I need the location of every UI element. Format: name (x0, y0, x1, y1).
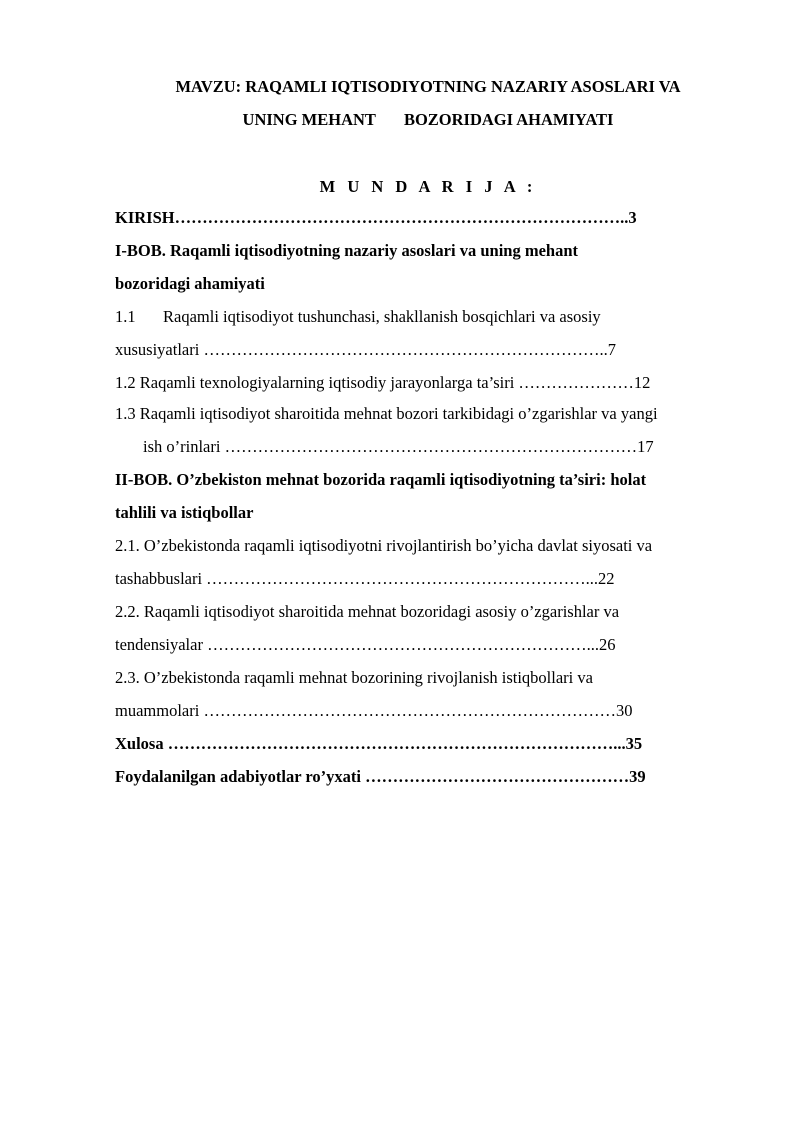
toc-entry-1-1 (115, 307, 601, 327)
toc-entry-2-2: 2.2. Raqamli iqtisodiyot sharoitida mehnat bozoridagi asosiy o’zgarishlar va (115, 602, 620, 621)
toc-chapter-1-title-cont: bozoridagi ahamiyati (115, 274, 265, 293)
toc-entry-1-3-cont: ish o’rinlari …………………………………………………………………17 (143, 437, 654, 456)
toc-chapter-2-title-cont: tahlili va istiqbollar (115, 503, 254, 522)
toc-chapter-1-title: I-BOB. Raqamli iqtisodiyotning nazariy asoslari va uning mehant (115, 241, 578, 260)
toc-entry-2-2-cont: tendensiyalar ……………………………………………………………...26 (115, 635, 616, 654)
topic-title-line-2b: BOZORIDAGI AHAMIYATI (403, 110, 614, 129)
toc-entry-2-1-cont: tashabbuslari ……………………………………………………………...22 (115, 569, 615, 588)
toc-entry-2-3: 2.3. O’zbekistonda raqamli mehnat bozorining rivojlanish istiqbollari va (115, 668, 593, 687)
toc-entry-2-1: 2.1. O’zbekistonda raqamli iqtisodiyotni rivojlantirish bo’yicha davlat siyosati va (115, 536, 653, 555)
topic-title-line-1: MAVZU: RAQAMLI IQTISODIYOTNING NAZARIY ASOSLARI VA (175, 77, 681, 96)
toc-entry-1-1-cont: xususiyatlari ………………………………………………………………..7 (115, 340, 616, 359)
toc-entry-1-1-text: Raqamli iqtisodiyot tushunchasi, shakllanish bosqichlari va asosiy (163, 307, 601, 326)
toc-entry-xulosa: Xulosa ………………………………………………………………………...35 (115, 734, 643, 753)
topic-title-line-2 (28, 110, 800, 130)
toc-entry-2-3-cont: muammolari …………………………………………………………………30 (115, 701, 633, 720)
toc-entry-1-2: 1.2 Raqamli texnologiyalarning iqtisodiy jarayonlarga ta’siri …………………12 (115, 373, 651, 392)
toc-entry-1-3: 1.3 Raqamli iqtisodiyot sharoitida mehnat bozori tarkibidagi o’zgarishlar va yangi (115, 404, 658, 423)
toc-chapter-2-title: II-BOB. O’zbekiston mehnat bozorida raqamli iqtisodiyotning ta’siri: holat (115, 470, 647, 489)
topic-title-line-2a: UNING MEHANT (242, 110, 376, 129)
toc-entry-1-1-number: 1.1 (115, 307, 136, 326)
toc-entry-references: Foydalanilgan adabiyotlar ro’yxati …………………………………………39 (115, 767, 646, 786)
table-of-contents-heading: M U N D A R I J A : (319, 177, 537, 196)
toc-entry-kirish: KIRISH………………………………………………………………………..3 (115, 208, 637, 227)
